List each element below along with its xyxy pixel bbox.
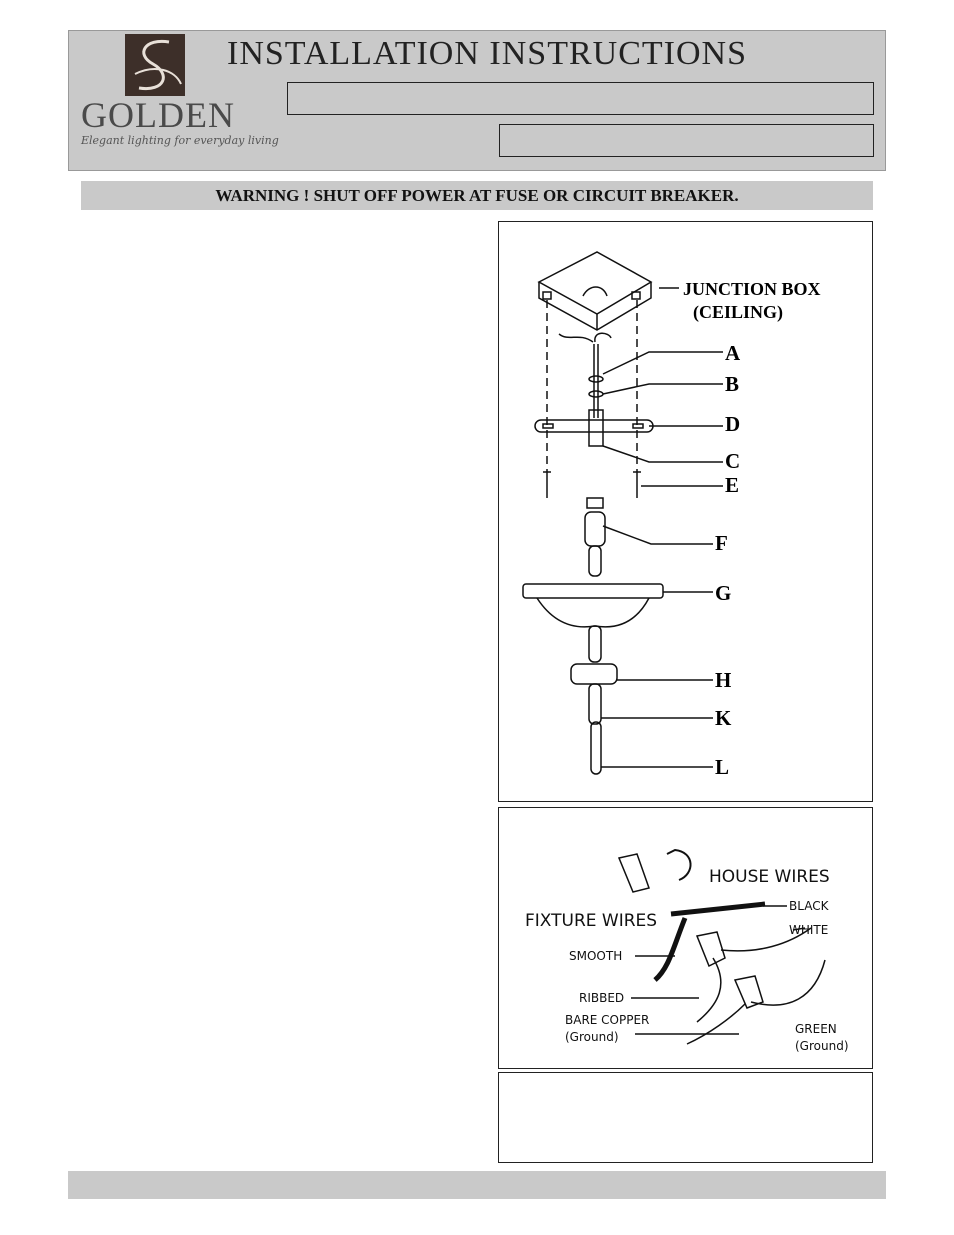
green-ground-label: (Ground) [795,1039,849,1053]
smooth-wire-label: SMOOTH [569,949,623,963]
part-label-f: F [715,531,728,555]
part-label-k: K [715,706,732,730]
warning-banner: WARNING ! SHUT OFF POWER AT FUSE OR CIRCUIT BREAKER. [81,181,873,210]
assembly-diagram [499,222,872,801]
fixture-wires-label: FIXTURE WIRES [525,911,658,931]
brand-name: GOLDEN [81,95,235,135]
white-wire-label: WHITE [789,923,829,937]
part-label-h: H [715,668,732,692]
item-field [499,124,874,157]
junction-box-shape [539,252,651,314]
notes-panel [498,1072,873,1163]
assembly-diagram-panel [498,221,873,802]
header-band [68,30,886,171]
wiring-diagram-panel [498,807,873,1069]
part-label-e: E [725,473,740,497]
ceiling-label: (CEILING) [693,302,784,322]
junction-box-label: JUNCTION BOX [683,279,821,299]
house-wires-label: HOUSE WIRES [709,867,830,887]
part-label-a: A [725,341,741,365]
green-wire-label: GREEN [795,1022,837,1036]
part-label-g: G [715,581,732,605]
rotate-arrow-icon [667,850,691,880]
part-label-c: C [725,449,741,473]
brand-tagline: Elegant lighting for everyday living [81,134,279,147]
part-label-d: D [725,412,741,436]
part-label-l: L [715,755,730,779]
black-wire-label: BLACK [789,899,829,913]
part-label-b: B [725,372,740,396]
model-field [287,82,874,115]
wire-nut-icon-2 [697,932,725,966]
logo-s-icon [125,34,185,96]
wiring-diagram [499,808,872,1068]
footer-band [68,1171,886,1199]
logo-emblem [125,34,185,96]
ribbed-wire-label: RIBBED [579,991,625,1005]
bare-copper-label: BARE COPPER [565,1013,650,1027]
wire-nut-icon [619,854,649,892]
bare-copper-ground-label: (Ground) [565,1030,619,1044]
page-title: INSTALLATION INSTRUCTIONS [227,35,747,72]
